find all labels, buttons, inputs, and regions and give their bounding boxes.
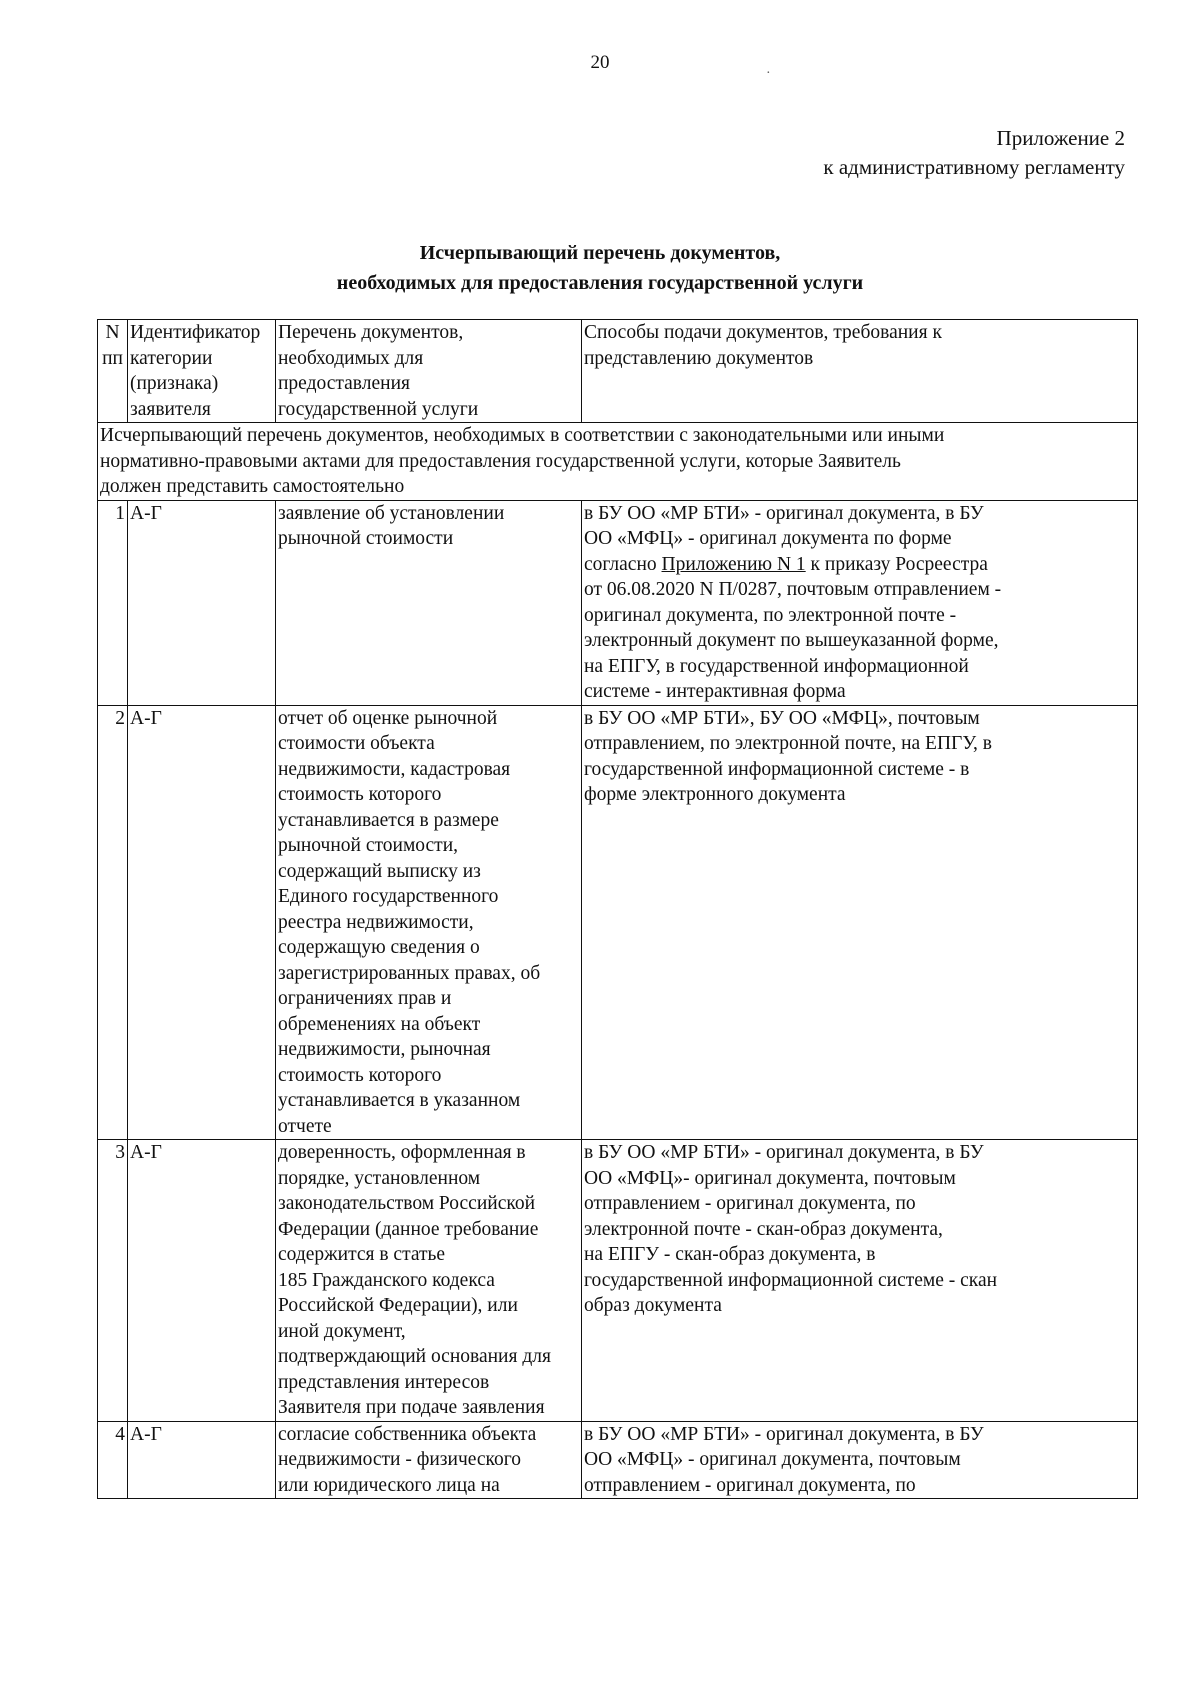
section-note-row	[98, 423, 1138, 501]
header-num: N пп	[98, 320, 128, 423]
title-line-1: Исчерпывающий перечень документов,	[419, 242, 781, 264]
appendix-link[interactable]: Приложению N 1	[661, 553, 806, 575]
document-title	[0, 238, 1200, 298]
table-row	[98, 500, 1138, 705]
documents-table	[97, 319, 1138, 1499]
table-row	[98, 1140, 1138, 1422]
row-num: 1	[98, 500, 128, 705]
row-category: А-Г	[128, 1421, 276, 1499]
scan-speck: ·	[766, 66, 771, 81]
table-row	[98, 1421, 1138, 1499]
appendix-caption	[823, 124, 1125, 182]
section-note: Исчерпывающий перечень документов, необходимых в соответствии с законодательными или иными нормативно-правовыми актами для предоставления государственной услуги, которые Заявитель должен представить самостоятельно	[98, 423, 1138, 501]
row-documents: согласие собственника объекта недвижимости - физического или юридического лица на	[276, 1421, 582, 1499]
table-header-row	[98, 320, 1138, 423]
row-category: А-Г	[128, 705, 276, 1140]
row-num: 4	[98, 1421, 128, 1499]
row-methods: в БУ ОО «МР БТИ», БУ ОО «МФЦ», почтовым отправлением, по электронной почте, на ЕПГУ, в государственной информационной системе - в форме электронного документа	[582, 705, 1138, 1140]
title-line-2: необходимых для предоставления государственной услуги	[336, 272, 864, 294]
methods-text-before: в БУ ОО «МР БТИ» - оригинал документа, в БУ ОО «МФЦ» - оригинал документа по форме согласно	[584, 502, 984, 575]
header-documents: Перечень документов, необходимых для предоставления государственной услуги	[276, 320, 582, 423]
appendix-line-2: к административному регламенту	[823, 155, 1125, 179]
row-documents: отчет об оценке рыночной стоимости объекта недвижимости, кадастровая стоимость которого устанавливается в размере рыночной стоимости, содержащий выписку из Единого государственного реестра недвижимости, содержащую сведения о зарегистрированных правах, об ограничениях прав и обременениях на объект недвижимости, рыночная стоимость которого устанавливается в указанном отчете	[276, 705, 582, 1140]
row-category: А-Г	[128, 500, 276, 705]
appendix-line-1: Приложение 2	[996, 126, 1125, 150]
header-methods: Способы подачи документов, требования к представлению документов	[582, 320, 1138, 423]
row-documents: заявление об установлении рыночной стоимости	[276, 500, 582, 705]
row-methods	[582, 500, 1138, 705]
row-category: А-Г	[128, 1140, 276, 1422]
row-methods: в БУ ОО «МР БТИ» - оригинал документа, в БУ ОО «МФЦ» - оригинал документа, почтовым отправлением - оригинал документа, по	[582, 1421, 1138, 1499]
header-category: Идентификатор категории (признака) заявителя	[128, 320, 276, 423]
methods-text-after: к приказу Росреестра от 06.08.2020 N П/0287, почтовым отправлением - оригинал документа, по электронной почте - электронный документ по вышеуказанной форме, на ЕПГУ, в государственной информационной системе - интерактивная форма	[584, 553, 1002, 702]
row-num: 2	[98, 705, 128, 1140]
page-number: 20	[590, 52, 610, 73]
table-row	[98, 705, 1138, 1140]
row-documents: доверенность, оформленная в порядке, установленном законодательством Российской Федерации (данное требование содержится в статье 185 Гражданского кодекса Российской Федерации), или иной документ, подтверждающий основания для представления интересов Заявителя при подаче заявления	[276, 1140, 582, 1422]
row-methods: в БУ ОО «МР БТИ» - оригинал документа, в БУ ОО «МФЦ»- оригинал документа, почтовым отправлением - оригинал документа, по электронной почте - скан-образ документа, на ЕПГУ - скан-образ документа, в государственной информационной системе - скан образ документа	[582, 1140, 1138, 1422]
row-num: 3	[98, 1140, 128, 1422]
